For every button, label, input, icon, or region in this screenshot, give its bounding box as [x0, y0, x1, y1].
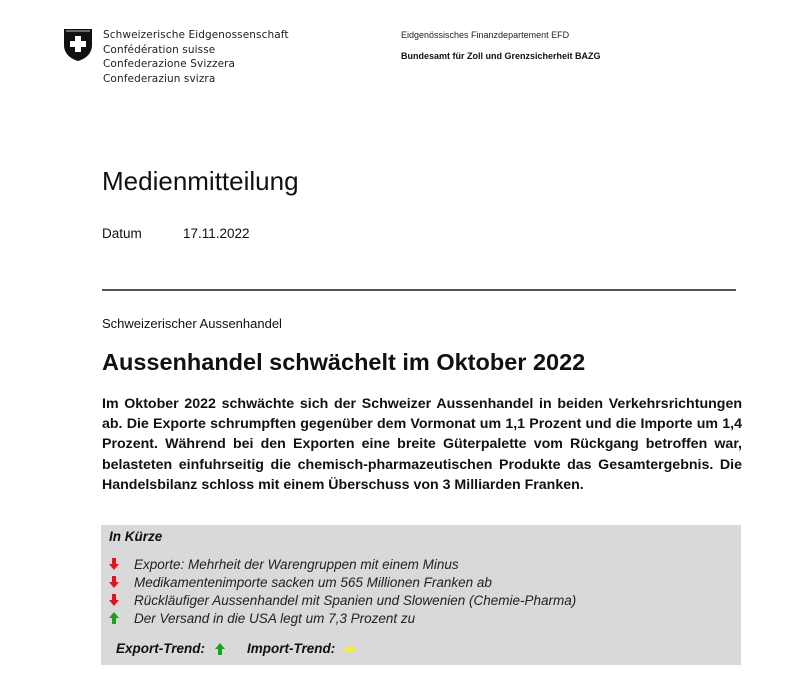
federation-name-de: Schweizerische Eidgenossenschaft — [103, 29, 289, 41]
list-item-text: Rückläufiger Aussenhandel mit Spanien und Slowenien (Chemie-Pharma) — [134, 592, 577, 608]
arrow-right-icon — [343, 642, 357, 656]
list-item-text: Exporte: Mehrheit der Warengruppen mit einem Minus — [134, 556, 459, 572]
document-type: Medienmitteilung — [102, 166, 299, 196]
export-trend-label: Export-Trend: — [116, 641, 206, 656]
arrow-up-icon — [213, 642, 227, 656]
list-item-text: Medikamentenimporte sacken um 565 Millionen Franken ab — [134, 574, 492, 590]
federation-names — [103, 28, 289, 86]
summary-title: In Kürze — [109, 529, 163, 544]
divider — [102, 289, 736, 291]
federation-name-fr: Confédération suisse — [103, 43, 216, 56]
date-label: Datum — [102, 226, 142, 241]
lead-paragraph: Im Oktober 2022 schwächte sich der Schweizer Aussenhandel in beiden Verkehrsrichtungen ab. Die Exporte schrumpften gegenüber dem Vormonat um 1,1 Prozent und die Importe um 1,4 Prozent. Während bei den Exporten eine breite Güterpalette vom Rückgang betroffen war, belasteten einfuhrseitig die chemisch-pharmazeutischen Produkte das Gesamtergebnis. Die Handelsbilanz schloss mit einem Überschuss von 3 Milliarden Franken. — [102, 396, 742, 493]
summary-list — [107, 555, 576, 627]
arrow-up-icon — [107, 611, 121, 625]
list-item — [107, 573, 576, 591]
federation-name-rm: Confederaziun svizra — [103, 72, 216, 85]
arrow-down-icon — [107, 557, 121, 571]
arrow-down-icon — [107, 593, 121, 607]
office-name: Bundesamt für Zoll und Grenzsicherheit BAZG — [401, 51, 601, 61]
import-trend-label: Import-Trend: — [247, 641, 336, 656]
trend-row — [116, 641, 377, 656]
federation-name-it: Confederazione Svizzera — [103, 58, 236, 70]
list-item-text: Der Versand in die USA legt um 7,3 Prozent zu — [134, 610, 416, 626]
list-item — [107, 609, 576, 627]
list-item — [107, 591, 576, 609]
headline: Aussenhandel schwächelt im Oktober 2022 — [102, 349, 586, 375]
date-value: 17.11.2022 — [183, 226, 250, 241]
department-name: Eidgenössisches Finanzdepartement EFD — [401, 30, 570, 40]
swiss-crest-icon — [63, 28, 93, 62]
section-title: Schweizerischer Aussenhandel — [102, 316, 282, 331]
arrow-down-icon — [107, 575, 121, 589]
summary-box — [101, 525, 741, 665]
list-item — [107, 555, 576, 573]
